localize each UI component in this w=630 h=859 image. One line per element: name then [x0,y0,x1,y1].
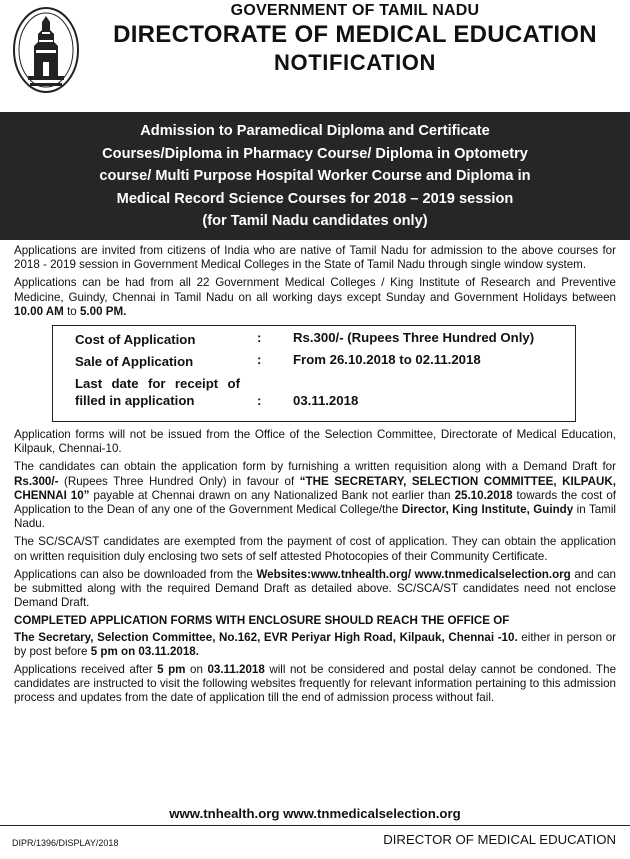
time-from: 10.00 AM [14,304,64,318]
notice-body [14,244,616,710]
text: Applications received after [14,663,158,677]
notification-title: NOTIFICATION [274,50,436,75]
header-text [80,0,630,76]
text: The candidates can obtain the application form by furnishing a written requisition along with a Demand Draft for [14,460,616,474]
text: in Tamil Nadu. [14,503,617,531]
text: payable at Chennai drawn on any Nationalized Bank not earlier than [89,488,455,502]
row-value: 03.11.2018 [293,393,359,409]
late-date: 03.11.2018 [207,663,265,677]
text: to [63,304,80,318]
text: on [185,663,208,677]
paragraph-download [14,568,616,611]
banner-line: Medical Record Science Courses for 2018 – 2019 session [116,190,514,207]
government-title: GOVERNMENT OF TAMIL NADU [230,2,480,19]
banner-line: Admission to Paramedical Diploma and Certificate [140,123,490,139]
deadline: 5 pm on 03.11.2018. [90,644,199,658]
text: either in person or by post before [14,630,616,658]
paragraph-exemption: The SC/SCA/ST candidates are exempted from the payment of cost of application. They can obtain the application on written requisition duly enclosing two sets of self attested Photocopies of their Community Certificate. [14,535,616,563]
director-signature: DIRECTOR OF MEDICAL EDUCATION [383,832,616,847]
row-value: Rs.300/- (Rupees Three Hundred Only) [293,330,535,346]
banner-line: course/ Multi Purpose Hospital Worker Course and Diploma in [99,168,531,185]
application-details-box [52,325,576,422]
director-king-institute: Director, King Institute, Guindy [401,503,574,517]
paragraph-address [14,631,616,659]
footer-divider [0,825,630,826]
paragraph-invitation: Applications are invited from citizens of India who are native of Tamil Nadu for admission to the above courses for 2018 - 2019 session in Government Medical Colleges in the State of Tamil Nadu through single window system. [14,244,616,272]
row-label: Cost of Application [75,332,196,348]
banner-line: (for Tamil Nadu candidates only) [202,213,428,230]
websites-link[interactable]: Websites:www.tnhealth.org/ www.tnmedicalselection.org [256,567,571,581]
paragraph-late-applications [14,663,616,706]
text: and can be submitted along with the required Demand Draft as detailed above. SC/SCA/ST candidates need not enclose Demand Draft. [14,567,617,610]
course-banner [0,112,630,240]
text: towards the cost of Application to the Dean of any one of the Government Medical College/the [14,488,617,517]
payee: “THE SECRETARY, SELECTION COMMITTEE, KILPAUK, CHENNAI 10” [14,474,616,502]
tamil-nadu-emblem-icon [12,6,80,94]
row-label: Last date for receipt of filled in application [75,376,240,409]
row-label: Sale of Application [75,354,194,370]
text: Applications can be had from all 22 Government Medical Colleges / King Institute of Research and Preventive Medicine, Guindy, Chennai in Tamil Nadu on all working days except Sunday and Government Holidays between [14,276,616,304]
paragraph-availability [14,276,616,319]
time-to: 5.00 PM. [79,304,127,318]
text: Applications can also be downloaded from the [14,567,257,581]
dipr-code: DIPR/1396/DISPLAY/2018 [12,838,119,848]
row-colon: : [257,393,262,409]
row-value: From 26.10.2018 to 02.11.2018 [293,352,481,368]
text: (Rupees Three Hundred Only) in favour of [58,474,300,488]
row-colon: : [257,330,262,346]
secretary-address: The Secretary, Selection Committee, No.162, EVR Periyar High Road, Kilpauk, Chennai -10. [14,630,518,644]
text: will not be considered and postal delay cannot be condoned. The candidates are instructed to visit the following websites frequently for relevant information pertaining to this admission process and updates from the date of application till the end of admission process without fail. [14,663,617,705]
row-colon: : [257,352,262,368]
footer-websites[interactable]: www.tnhealth.org www.tnmedicalselection.org [169,806,461,821]
paragraph-not-issued: Application forms will not be issued from the Office of the Selection Committee, Directorate of Medical Education, Kilpauk, Chennai-10. [14,428,616,456]
header [0,0,630,112]
amount: Rs.300/- [14,474,59,488]
banner-line: Courses/Diploma in Pharmacy Course/ Diploma in Optometry [102,145,528,162]
paragraph-demand-draft [14,460,616,531]
directorate-title: DIRECTORATE OF MEDICAL EDUCATION [113,21,597,48]
paragraph-completed-forms: COMPLETED APPLICATION FORMS WITH ENCLOSURE SHOULD REACH THE OFFICE OF [14,614,510,628]
draft-date: 25.10.2018 [454,488,513,502]
late-time: 5 pm [157,663,186,677]
